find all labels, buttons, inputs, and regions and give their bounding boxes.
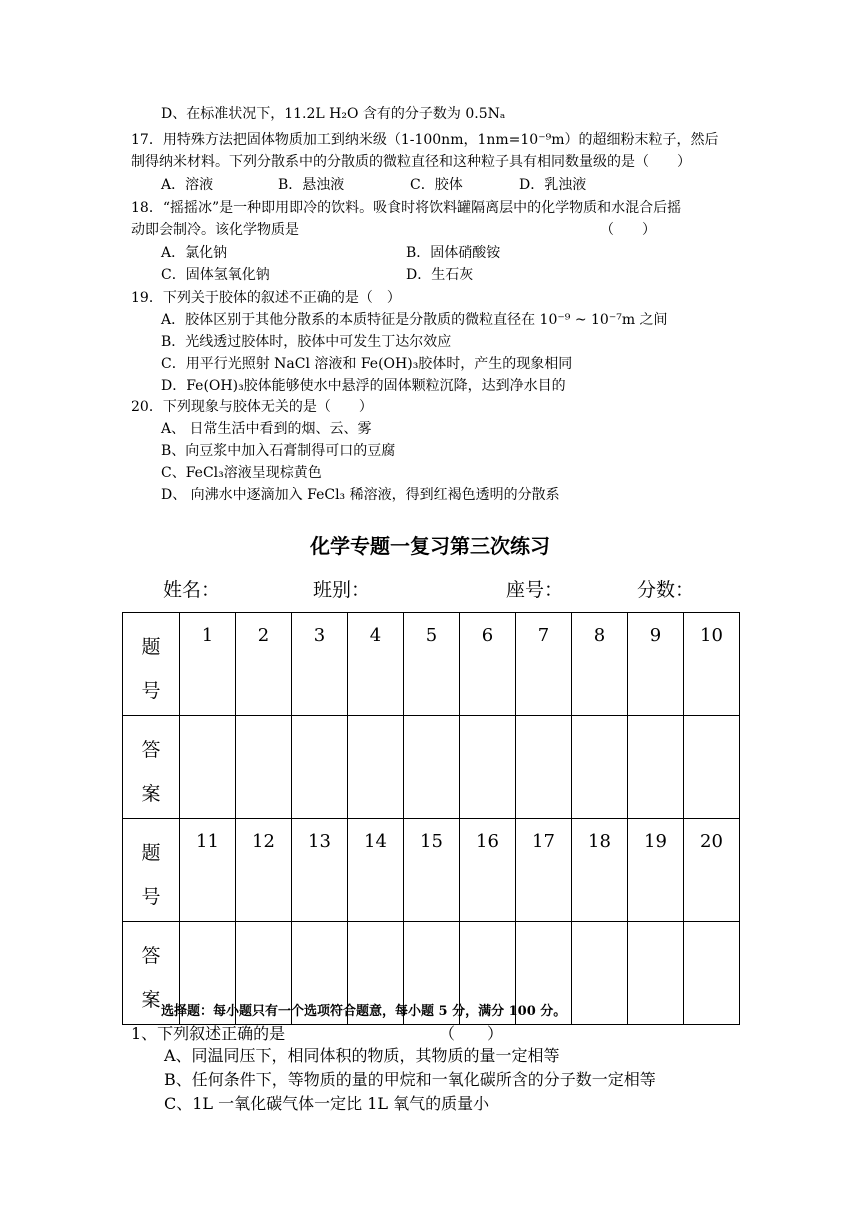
q18-option-b: B．固体硝酸铵 [406,245,501,261]
answer-cell[interactable] [292,716,348,819]
section-instruction: 选择题：每小题只有一个选项符合题意，每小题 5 分，满分 100 分。 [161,1004,567,1019]
name-label: 姓名： [163,579,221,601]
q17-stem-line1: 17．用特殊方法把固体物质加工到纳米级（1-100nm，1nm=10⁻⁹m）的超细粉末粒子，然后 [131,132,719,148]
question-number-cell: 10 [684,613,740,716]
answer-header: 答 案 [123,716,180,819]
q19-option-d: D．Fe(OH)₃胶体能够使水中悬浮的固体颗粒沉降，达到净水目的 [161,378,566,394]
question-number-cell: 18 [572,819,628,922]
q20-option-b: B、向豆浆中加入石膏制得可口的豆腐 [161,443,396,459]
score-label: 分数： [637,579,695,601]
question-number-cell: 20 [684,819,740,922]
q19-option-a: A．胶体区别于其他分散系的本质特征是分散质的微粒直径在 10⁻⁹ ~ 10⁻⁷m 之间 [161,312,668,328]
question-number-cell: 5 [404,613,460,716]
q17-option-c: C．胶体 [410,177,463,193]
q19-option-b: B．光线透过胶体时，胶体中可发生丁达尔效应 [161,334,452,350]
table-row [123,819,740,922]
answer-header: 答 案 [123,922,180,1025]
q1-option-b: B、任何条件下，等物质的量的甲烷和一氧化碳所含的分子数一定相等 [164,1070,656,1089]
question-number-cell: 13 [292,819,348,922]
question-number-cell: 4 [348,613,404,716]
question-number-cell: 14 [348,819,404,922]
question-number-header: 题 号 [123,819,180,922]
answer-cell[interactable] [628,716,684,819]
question-number-cell: 11 [180,819,236,922]
question-number-cell: 17 [516,819,572,922]
answer-cell[interactable] [684,922,740,1025]
q20-option-a: A、 日常生活中看到的烟、云、雾 [161,421,372,437]
answer-cell[interactable] [348,716,404,819]
answer-cell[interactable] [180,716,236,819]
seat-label: 座号： [506,579,564,601]
q1-stem: 1、下列叙述正确的是 [131,1024,286,1043]
question-number-cell: 12 [236,819,292,922]
question-number-header: 题 号 [123,613,180,716]
answer-table [122,612,740,1025]
question-number-cell: 8 [572,613,628,716]
q19-option-c: C．用平行光照射 NaCl 溶液和 Fe(OH)₃胶体时，产生的现象相同 [161,356,573,372]
answer-cell[interactable] [404,716,460,819]
q1-option-c: C、1L 一氧化碳气体一定比 1L 氧气的质量小 [164,1094,490,1113]
question-number-cell: 1 [180,613,236,716]
q20-option-d: D、 向沸水中逐滴加入 FeCl₃ 稀溶液，得到红褐色透明的分散系 [161,487,560,503]
question-number-cell: 3 [292,613,348,716]
q17-option-a: A．溶液 [161,177,214,193]
question-number-cell: 7 [516,613,572,716]
q20-option-c: C、FeCl₃溶液呈现棕黄色 [161,465,322,481]
q1-answer-paren: （ ） [439,1024,504,1043]
class-label: 班别： [313,579,371,601]
q17-option-b: B．悬浊液 [278,177,345,193]
q18-stem-line2: 动即会制冷。该化学物质是 [131,222,299,238]
q20-stem: 20．下列现象与胶体无关的是（ ） [131,399,373,415]
question-number-cell: 15 [404,819,460,922]
question-number-cell: 19 [628,819,684,922]
q16-option-d: D、在标准状况下，11.2L H₂O 含有的分子数为 0.5Nₐ [161,106,506,122]
q17-option-d: D．乳浊液 [519,177,587,193]
answer-cell[interactable] [572,716,628,819]
table-row [123,613,740,716]
q18-option-a: A．氯化钠 [161,245,228,261]
question-number-cell: 2 [236,613,292,716]
answer-cell[interactable] [460,716,516,819]
answer-cell[interactable] [628,922,684,1025]
q18-answer-paren: （ ） [600,222,656,238]
page-title: 化学专题一复习第三次练习 [310,534,550,558]
answer-cell[interactable] [684,716,740,819]
answer-cell[interactable] [516,716,572,819]
question-number-cell: 16 [460,819,516,922]
q18-option-d: D．生石灰 [406,267,474,283]
answer-cell[interactable] [236,716,292,819]
question-number-cell: 6 [460,613,516,716]
answer-cell[interactable] [572,922,628,1025]
q18-stem-line1: 18．“摇摇冰”是一种即用即冷的饮料。吸食时将饮料罐隔离层中的化学物质和水混合后摇 [131,200,682,216]
table-row [123,716,740,819]
q19-stem: 19．下列关于胶体的叙述不正确的是（ ） [131,290,401,306]
q1-option-a: A、同温同压下，相同体积的物质，其物质的量一定相等 [164,1046,560,1065]
q17-stem-line2: 制得纳米材料。下列分散系中的分散质的微粒直径和这种粒子具有相同数量级的是（ ） [131,154,691,170]
question-number-cell: 9 [628,613,684,716]
q18-option-c: C．固体氢氧化钠 [161,267,270,283]
